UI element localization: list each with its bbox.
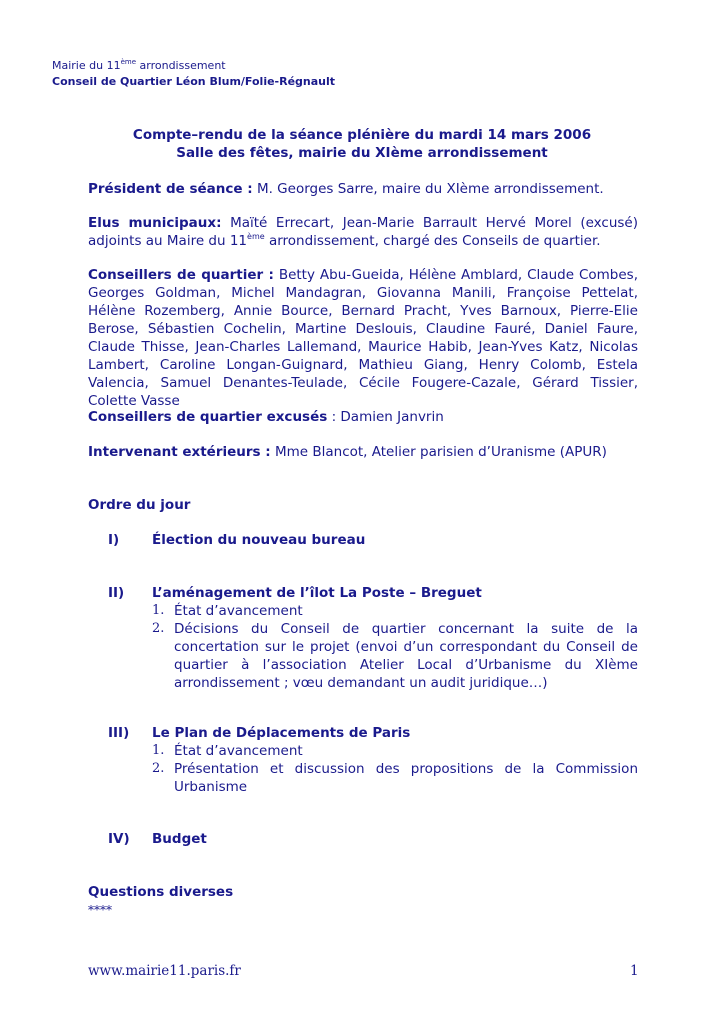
agenda-heading: Ordre du jour [88, 497, 191, 513]
section-title: Élection du nouveau bureau [152, 532, 366, 548]
excuses-text: : Damien Janvrin [327, 409, 444, 425]
elus-sup: ème [247, 232, 265, 241]
section-separator-stars: **** [88, 903, 112, 917]
elus-label: Elus municipaux: [88, 215, 222, 231]
section-item-list [152, 602, 638, 692]
list-item [152, 602, 638, 620]
item-text: Décisions du Conseil de quartier concernant la suite de la concertation sur le projet (envoi d’un correspondant du Conseil de quartier à l’association Atelier Local d’Urbanisme du XIème arrondissement ; vœu demandant un audit juridique…) [174, 621, 638, 691]
header-mairie-suffix: arrondissement [136, 59, 226, 72]
intervenant-label: Intervenant extérieurs : [88, 444, 271, 460]
item-number: 2. [152, 761, 165, 776]
excuses-label: Conseillers de quartier excusés [88, 409, 328, 425]
header-mairie-sup: ème [120, 58, 137, 66]
intervenant-paragraph [88, 443, 638, 461]
list-item [152, 620, 638, 692]
section-title: Le Plan de Déplacements de Paris [152, 725, 411, 741]
section-title: Budget [152, 831, 207, 847]
excuses-paragraph [88, 408, 638, 426]
conseillers-text: Betty Abu-Gueida, Hélène Amblard, Claude Combes, Georges Goldman, Michel Mandagran, Giovanna Manili, Françoise Pettelat, Hélène Rozemberg, Annie Bource, Bernard Pracht, Yves Barnoux, Pierre-Elie Berose, Sébastien Cochelin, Martine Deslouis, Claudine Fauré, Daniel Faure, Claude Thisse, Jean-Charles Lallemand, Maurice Habib, Jean-Yves Katz, Nicolas Lambert, Caroline Longan-Guignard, Mathieu Giang, Henry Colomb, Estela Valencia, Samuel Denantes-Teulade, Cécile Fougere-Cazale, Gérard Tissier, Colette Vasse [88, 267, 638, 409]
section-title: L’aménagement de l’îlot La Poste – Breguet [152, 585, 482, 601]
president-text: M. Georges Sarre, maire du XIème arrondissement. [252, 181, 604, 197]
title-line-2: Salle des fêtes, mairie du XIème arrondissement [176, 145, 548, 161]
president-paragraph [88, 180, 638, 198]
president-label: Président de séance : [88, 181, 253, 197]
page-number: 1 [630, 963, 639, 979]
item-number: 1. [152, 743, 165, 758]
elus-text-1: Maïté Errecart, Jean-Marie Barrault Hervé Morel (excusé) adjoints au Maire du 11 [88, 215, 638, 249]
item-number: 1. [152, 603, 165, 618]
document-title [88, 126, 636, 162]
intervenant-text: Mme Blancot, Atelier parisien d’Uranisme (APUR) [270, 444, 607, 460]
header-mairie [52, 58, 335, 74]
title-line-1: Compte–rendu de la séance plénière du mardi 14 mars 2006 [132, 127, 592, 143]
section-number: IV) [108, 831, 130, 847]
section-number: II) [108, 585, 125, 601]
elus-paragraph [88, 214, 638, 250]
list-item [152, 760, 638, 796]
footer-url: www.mairie11.paris.fr [88, 963, 241, 979]
item-text: Présentation et discussion des propositions de la Commission Urbanisme [174, 761, 638, 795]
document-header [52, 58, 335, 90]
item-text: État d’avancement [174, 743, 303, 759]
section-number: III) [108, 725, 130, 741]
header-conseil: Conseil de Quartier Léon Blum/Folie-Régnault [52, 75, 336, 88]
elus-text-2: arrondissement, chargé des Conseils de quartier. [264, 233, 601, 249]
section-item-list [152, 742, 638, 796]
section-number: I) [108, 532, 120, 548]
item-number: 2. [152, 621, 165, 636]
header-mairie-prefix: Mairie du 11 [52, 59, 121, 72]
questions-heading: Questions diverses [88, 884, 234, 900]
conseillers-label: Conseillers de quartier : [88, 267, 274, 283]
item-text: État d’avancement [174, 603, 303, 619]
conseillers-paragraph [88, 266, 638, 410]
list-item [152, 742, 638, 760]
